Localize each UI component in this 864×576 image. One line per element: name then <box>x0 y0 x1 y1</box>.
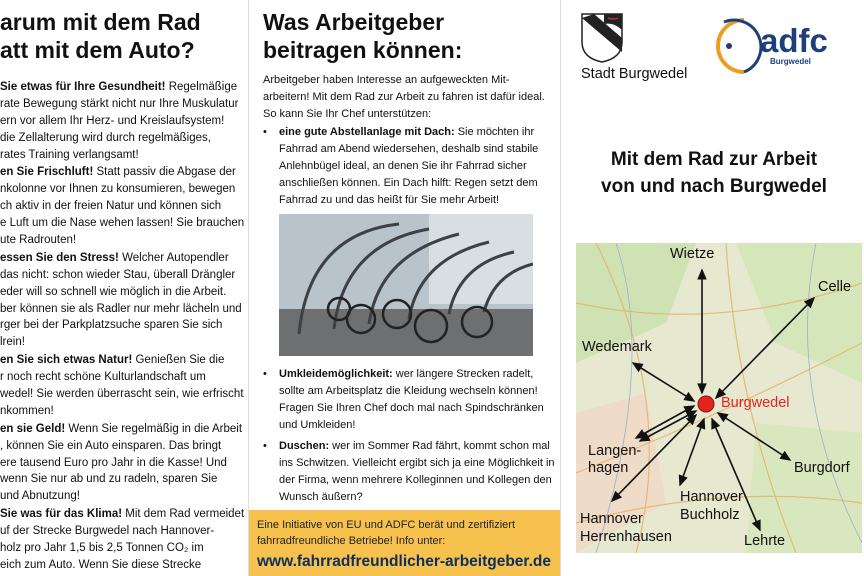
paragraph-text: Regelmäßige <box>165 81 238 93</box>
paragraph-text: Genießen Sie die <box>132 354 225 367</box>
bullet-dot: • <box>263 368 267 380</box>
bullet-lead: Umkleidemöglichkeit: <box>279 368 393 380</box>
map-label-herrenhausen: Herrenhausen <box>580 529 672 545</box>
paragraph-text: Wenn Sie regelmäßig in die Arbeit <box>65 422 243 435</box>
bullet-lead: Duschen: <box>279 440 330 452</box>
benefit-paragraph <box>0 79 244 163</box>
paragraph-line: ch aktiv in der freien Natur und können sich <box>0 200 222 213</box>
map-label-wietze: Wietze <box>670 246 715 262</box>
right-title <box>562 146 864 200</box>
benefit-paragraph <box>0 352 244 420</box>
paragraph-line: die Zellalterung wird durch regelmäßiges, <box>0 131 211 144</box>
map-label-burgdorf: Burgdorf <box>794 460 850 476</box>
right-column <box>562 0 864 576</box>
paragraph-lead: en Sie Frischluft! <box>0 166 94 179</box>
paragraph-lead: essen Sie den Stress! <box>0 251 119 264</box>
paragraph-line <box>0 250 244 267</box>
infobox-text: Eine Initiative von EU und ADFC berät und zertifiziert fahrradfreundliche Betriebe! Info unter: <box>257 519 516 547</box>
map-label-hannover-buchholz: Hannover <box>680 489 743 505</box>
paragraph-line: nkommen! <box>0 404 54 417</box>
paragraph-line: und Abnutzung! <box>0 490 80 503</box>
paragraph-line: r noch recht schöne Kulturlandschaft um <box>0 371 206 384</box>
bullet-dot: • <box>263 126 267 138</box>
paragraph-line: das nicht: schon wieder Stau, überall Drängler <box>0 268 236 281</box>
map-label-buchholz: Buchholz <box>680 507 740 523</box>
bullet-lead: eine gute Abstellanlage mit Dach: <box>279 126 455 138</box>
map-label-wedemark: Wedemark <box>582 339 652 355</box>
bullet-duschen <box>263 438 555 506</box>
paragraph-lead: Sie was für das Klima! <box>0 508 123 521</box>
paragraph-line <box>0 164 244 181</box>
paragraph-line <box>0 79 244 96</box>
paragraph-line: eder will so schnell wie möglich in die Arbeit. <box>0 285 227 298</box>
bullet-abstellanlage <box>263 124 555 209</box>
paragraph-line: ber können sie als Radler nur mehr lächeln und <box>0 302 242 315</box>
title-line: Mit dem Rad zur Arbeit <box>610 149 818 170</box>
middle-heading: Was Arbeitgeber beitragen können: <box>263 9 463 63</box>
benefit-paragraph <box>0 164 244 248</box>
bullet-text: wer im Sommer Rad fährt, kommt schon mal ins Schwitzen. Vielleicht ergibt sich ja eine Möglichkeit in der Firma, wenn mehrere Kolleginnen und Kollegen den Wunsch äußern? <box>279 440 555 503</box>
adfc-wheel-icon <box>704 14 864 74</box>
paragraph-line: rate Bewegung stärkt nicht nur Ihre Muskulatur <box>0 97 239 110</box>
benefit-paragraph <box>0 506 244 574</box>
stadt-burgwedel-label: Stadt Burgwedel <box>581 66 688 82</box>
paragraph-text: Welcher Autopendler <box>118 251 229 264</box>
initiative-infobox <box>249 510 561 576</box>
bullet-umkleide <box>263 366 555 434</box>
paragraph-lead: en Sie sich etwas Natur! <box>0 354 133 367</box>
intro-text: Arbeitgeber haben Interesse an aufgeweckten Mit-arbeitern! Mit dem Rad zur Arbeit zu fahren ist dafür ideal. So kann Sie Ihr Chef unterstützen: <box>263 74 545 120</box>
benefit-paragraph <box>0 421 244 505</box>
paragraph-line: ern vor allem Ihr Herz- und Kreislaufsystem! <box>0 114 225 127</box>
map-label-langenhagen-2: hagen <box>588 460 629 476</box>
left-body <box>0 79 244 574</box>
adfc-logo <box>704 14 864 79</box>
bullet-text: wer längere Strecken radelt, sollte am Arbeitsplatz die Kleidung wechseln können! Fragen Sie Ihren Chef doch mal nach Spindschränken und Umkleiden! <box>279 368 544 431</box>
left-column <box>0 0 246 576</box>
heading-line: att mit dem Auto? <box>0 37 195 63</box>
route-map <box>576 243 862 553</box>
adfc-subtitle: Burgwedel <box>770 57 811 66</box>
adfc-wordmark: adfc <box>760 22 828 59</box>
middle-column <box>248 0 561 576</box>
paragraph-line: holz pro Jahr 1,5 bis 2,5 Tonnen CO₂ im <box>0 542 204 555</box>
paragraph-text: Mit dem Rad vermeidet <box>122 508 245 521</box>
paragraph-lead: en sie Geld! <box>0 422 66 435</box>
paragraph-line: wenn Sie nur ab und zu radeln, sparen Sie <box>0 473 218 486</box>
map-label-burgwedel: Burgwedel <box>721 395 790 411</box>
coat-of-arms-icon <box>580 12 624 64</box>
paragraph-lead: Sie etwas für Ihre Gesundheit! <box>0 81 166 93</box>
map-label-hannover-herrenhausen: Hannover <box>580 511 643 527</box>
left-heading <box>0 8 201 64</box>
bike-shelter-photo <box>279 214 533 356</box>
bullet-text: Sie möchten ihr Fahrrad am Abend wiedersehen, deshalb sind stabile Anlehnbügel ideal, an denen Sie ihr Fahrrad sicher anschließen können. Ein Dach hilft: Regen setzt dem Fahrrad zu und das heißt für Sie mehr Arbeit! <box>279 126 539 206</box>
paragraph-line: e Luft um die Nase wehen lassen! Sie brauchen <box>0 217 245 230</box>
paragraph-line: eich zum Auto. Wenn Sie diese Strecke <box>0 558 202 571</box>
map-label-langenhagen: Langen- <box>588 443 642 459</box>
paragraph-line: ute Radrouten! <box>0 234 77 247</box>
title-line: von und nach Burgwedel <box>601 176 827 197</box>
paragraph-line: rates Training verlangsamt! <box>0 148 139 161</box>
bullet-dot: • <box>263 440 267 452</box>
burgwedel-marker <box>698 396 714 412</box>
map-label-lehrte: Lehrte <box>744 533 786 549</box>
infobox-url-link[interactable]: www.fahrradfreundlicher-arbeitgeber.de <box>257 553 551 570</box>
paragraph-text: Statt passiv die Abgase der <box>93 166 236 179</box>
heading-line: arum mit dem Rad <box>0 9 201 35</box>
paragraph-line: ere tausend Euro pro Jahr in die Kasse! Und <box>0 456 227 469</box>
benefit-paragraph <box>0 250 244 351</box>
paragraph-line: , können Sie ein Auto einsparen. Das bringt <box>0 439 222 452</box>
paragraph-line <box>0 421 244 438</box>
map-label-celle: Celle <box>818 279 852 295</box>
paragraph-line: rger bei der Parkplatzsuche sparen Sie sich <box>0 319 223 332</box>
paragraph-line: uf der Strecke Burgwedel nach Hannover- <box>0 525 215 538</box>
paragraph-line: nkolonne vor Ihnen zu konsumieren, bewegen <box>0 183 236 196</box>
paragraph-line <box>0 506 244 523</box>
paragraph-line: lrein! <box>0 336 25 349</box>
paragraph-line: wedel! Sie werden überrascht sein, wie erfrischt <box>0 388 244 401</box>
paragraph-line <box>0 352 244 369</box>
